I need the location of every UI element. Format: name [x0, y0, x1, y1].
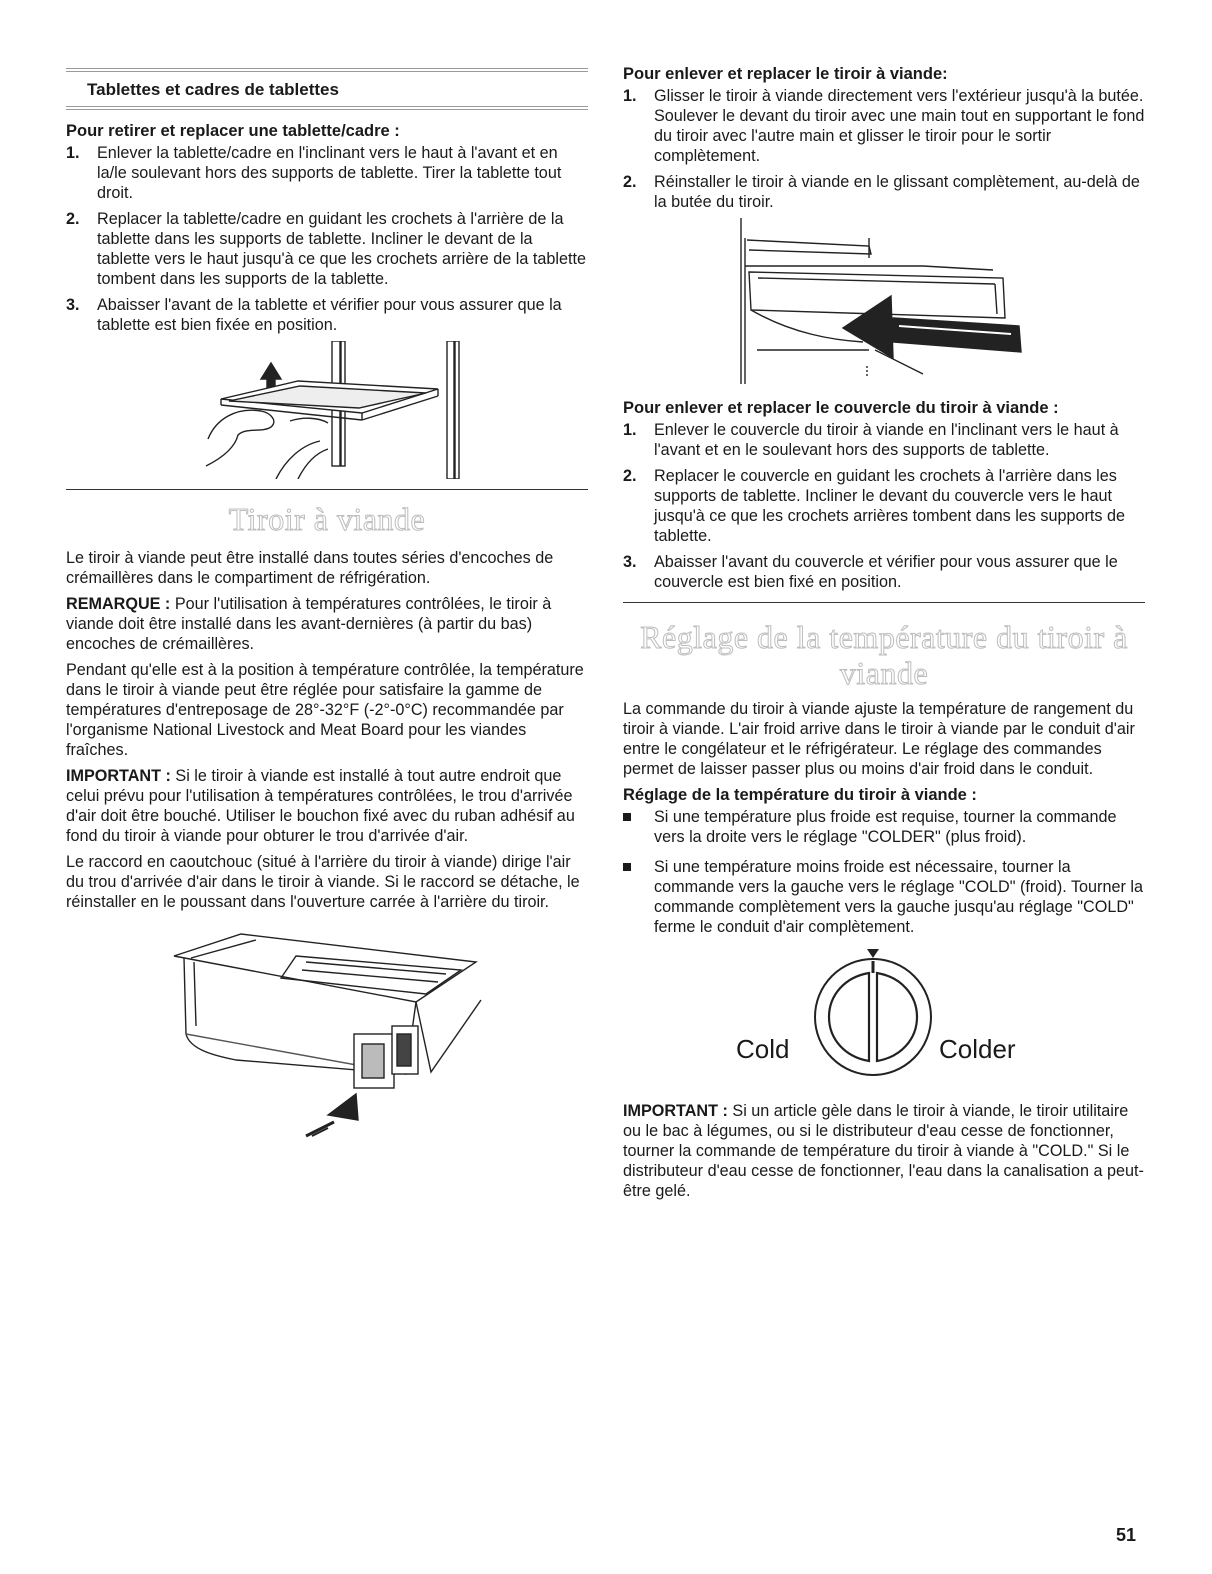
meat-drawer-title: Tiroir à viande: [228, 501, 426, 537]
shelf-steps: [66, 143, 588, 335]
drawer-step-1: 1. Glisser le tiroir à viande directement vers l'extérieur jusqu'à la butée. Soulever le devant du tiroir avec une main tout en supportant le fond du tiroir avec l'autre main et glisser le tiroir pour le sortir complètement.: [623, 87, 1145, 165]
section-divider: [66, 489, 588, 490]
page-number: 51: [1116, 1525, 1137, 1545]
shelves-section-header: Tablettes et cadres de tablettes: [66, 68, 588, 110]
meat-drawer-intro: Le tiroir à viande peut être installé dans toutes séries d'encoches de crémaillères dans le compartiment de réfrigération.: [66, 549, 554, 587]
shelf-step-3: 3. Abaisser l'avant de la tablette et vérifier pour vous assurer que la tablette est bien fixée en position.: [66, 296, 562, 334]
drawer-steps: [623, 86, 1145, 212]
meat-drawer-temp-text: Pendant qu'elle est à la position à température contrôlée, la température dans le tiroir à viande peut être réglée pour satisfaire la gamme de températures d'entreposage de 28°-32°F (-2°-0°C) recommandée par l'organisme National Livestock and Meat Board pour les viandes fraîches.: [66, 661, 584, 759]
drawer-slide-illustration: [623, 218, 1145, 388]
temp-bullet-2: Si une température moins froide est nécessaire, tourner la commande vers la gauche vers le réglage "COLD" (froid). Tourner la commande complètement vers la gauche jusqu'au réglage "COLD" ferme le conduit d'air complètement.: [623, 857, 1145, 937]
temp-control-title-line1: Réglage de la température du tiroir à: [640, 619, 1128, 655]
section-divider: [623, 602, 1145, 603]
cover-step-2: 2. Replacer le couvercle en guidant les crochets à l'arrière dans les supports de tablette. Incliner le devant du couvercle vers le haut jusqu'à ce que les crochets arrières tombent dans les supports de tablette.: [623, 467, 1125, 545]
drawer-step-2: 2. Réinstaller le tiroir à viande en le glissant complètement, au-delà de la butée du tiroir.: [623, 173, 1140, 211]
remove-shelf-title: Pour retirer et replacer une tablette/cadre :: [66, 122, 400, 140]
temp-control-subtitle: Réglage de la température du tiroir à viande :: [623, 786, 977, 804]
temp-control-bullets: [623, 807, 1145, 937]
temperature-dial: [623, 947, 1145, 1087]
remove-cover-title: Pour enlever et replacer le couvercle du tiroir à viande :: [623, 399, 1059, 417]
meat-drawer-important: IMPORTANT : Si le tiroir à viande est installé à tout autre endroit que celui prévu pour l'utilisation à températures contrôlées, le trou d'arrivée d'air doit être bouché. Utiliser le bouchon fixé avec du ruban adhésif au fond du tiroir à viande pour obturer le trou d'arrivée d'air.: [66, 767, 575, 845]
temp-control-intro: La commande du tiroir à viande ajuste la température de rangement du tiroir à viande. L'air froid arrive dans le tiroir à viande par le conduit d'air entre le congélateur et le réfrigérateur. Le réglage des commandes permet de laisser passer plus ou moins d'air froid dans le conduit.: [623, 700, 1135, 778]
shelf-step-2: 2. Replacer la tablette/cadre en guidant les crochets à l'arrière de la tablette dans les supports de tablette. Incliner le devant de la tablette vers le haut jusqu'à ce que les crochets arrière de la tablette tombent dans les supports de la tablette.: [66, 210, 587, 288]
shelf-illustration: [66, 341, 588, 479]
meat-drawer-note: REMARQUE : Pour l'utilisation à températures contrôlées, le tiroir à viande doit être installé dans les avant-dernières (à partir du bas) encoches de crémaillères.: [66, 595, 552, 653]
left-column: [66, 0, 588, 1147]
drawer-coupling-illustration: [66, 922, 588, 1147]
dial-label-colder: Colder: [939, 1034, 1016, 1064]
temp-bullet-1: Si une température plus froide est requise, tourner la commande vers la droite vers le réglage "COLDER" (plus froid).: [623, 807, 1145, 847]
cover-step-1: 1. Enlever le couvercle du tiroir à viande en l'inclinant vers le haut à l'avant et en le soulevant hors des supports de tablette.: [623, 421, 1119, 459]
right-column: [623, 64, 1145, 1207]
remove-drawer-title: Pour enlever et replacer le tiroir à viande:: [623, 65, 948, 83]
shelf-step-1: 1. Enlever la tablette/cadre en l'inclinant vers le haut à l'avant et en la/le soulevant hors des supports de tablette. Tirer la tablette tout droit.: [66, 144, 562, 202]
temp-control-title-line2: viande: [839, 655, 929, 691]
dial-label-cold: Cold: [736, 1034, 790, 1064]
temp-control-title: [623, 619, 1145, 691]
meat-drawer-coupling: Le raccord en caoutchouc (situé à l'arrière du tiroir à viande) dirige l'air du trou d'arrivée d'air dans le tiroir à viande. Si le raccord se détache, le réinstaller en le poussant dans l'ouverture carrée à l'arrière du tiroir.: [66, 853, 580, 911]
temp-control-important: IMPORTANT : Si un article gèle dans le tiroir à viande, le tiroir utilitaire ou le bac à légumes, ou si le distributeur d'eau cesse de fonctionner, tourner la commande de température du tiroir à viande à "COLD." Si le distributeur d'eau cesse de fonctionner, l'eau dans la canalisation a peut-être gelé.: [623, 1102, 1144, 1200]
cover-steps: [623, 420, 1145, 592]
cover-step-3: 3. Abaisser l'avant du couvercle et vérifier pour vous assurer que le couvercle est bien fixé en position.: [623, 553, 1118, 591]
